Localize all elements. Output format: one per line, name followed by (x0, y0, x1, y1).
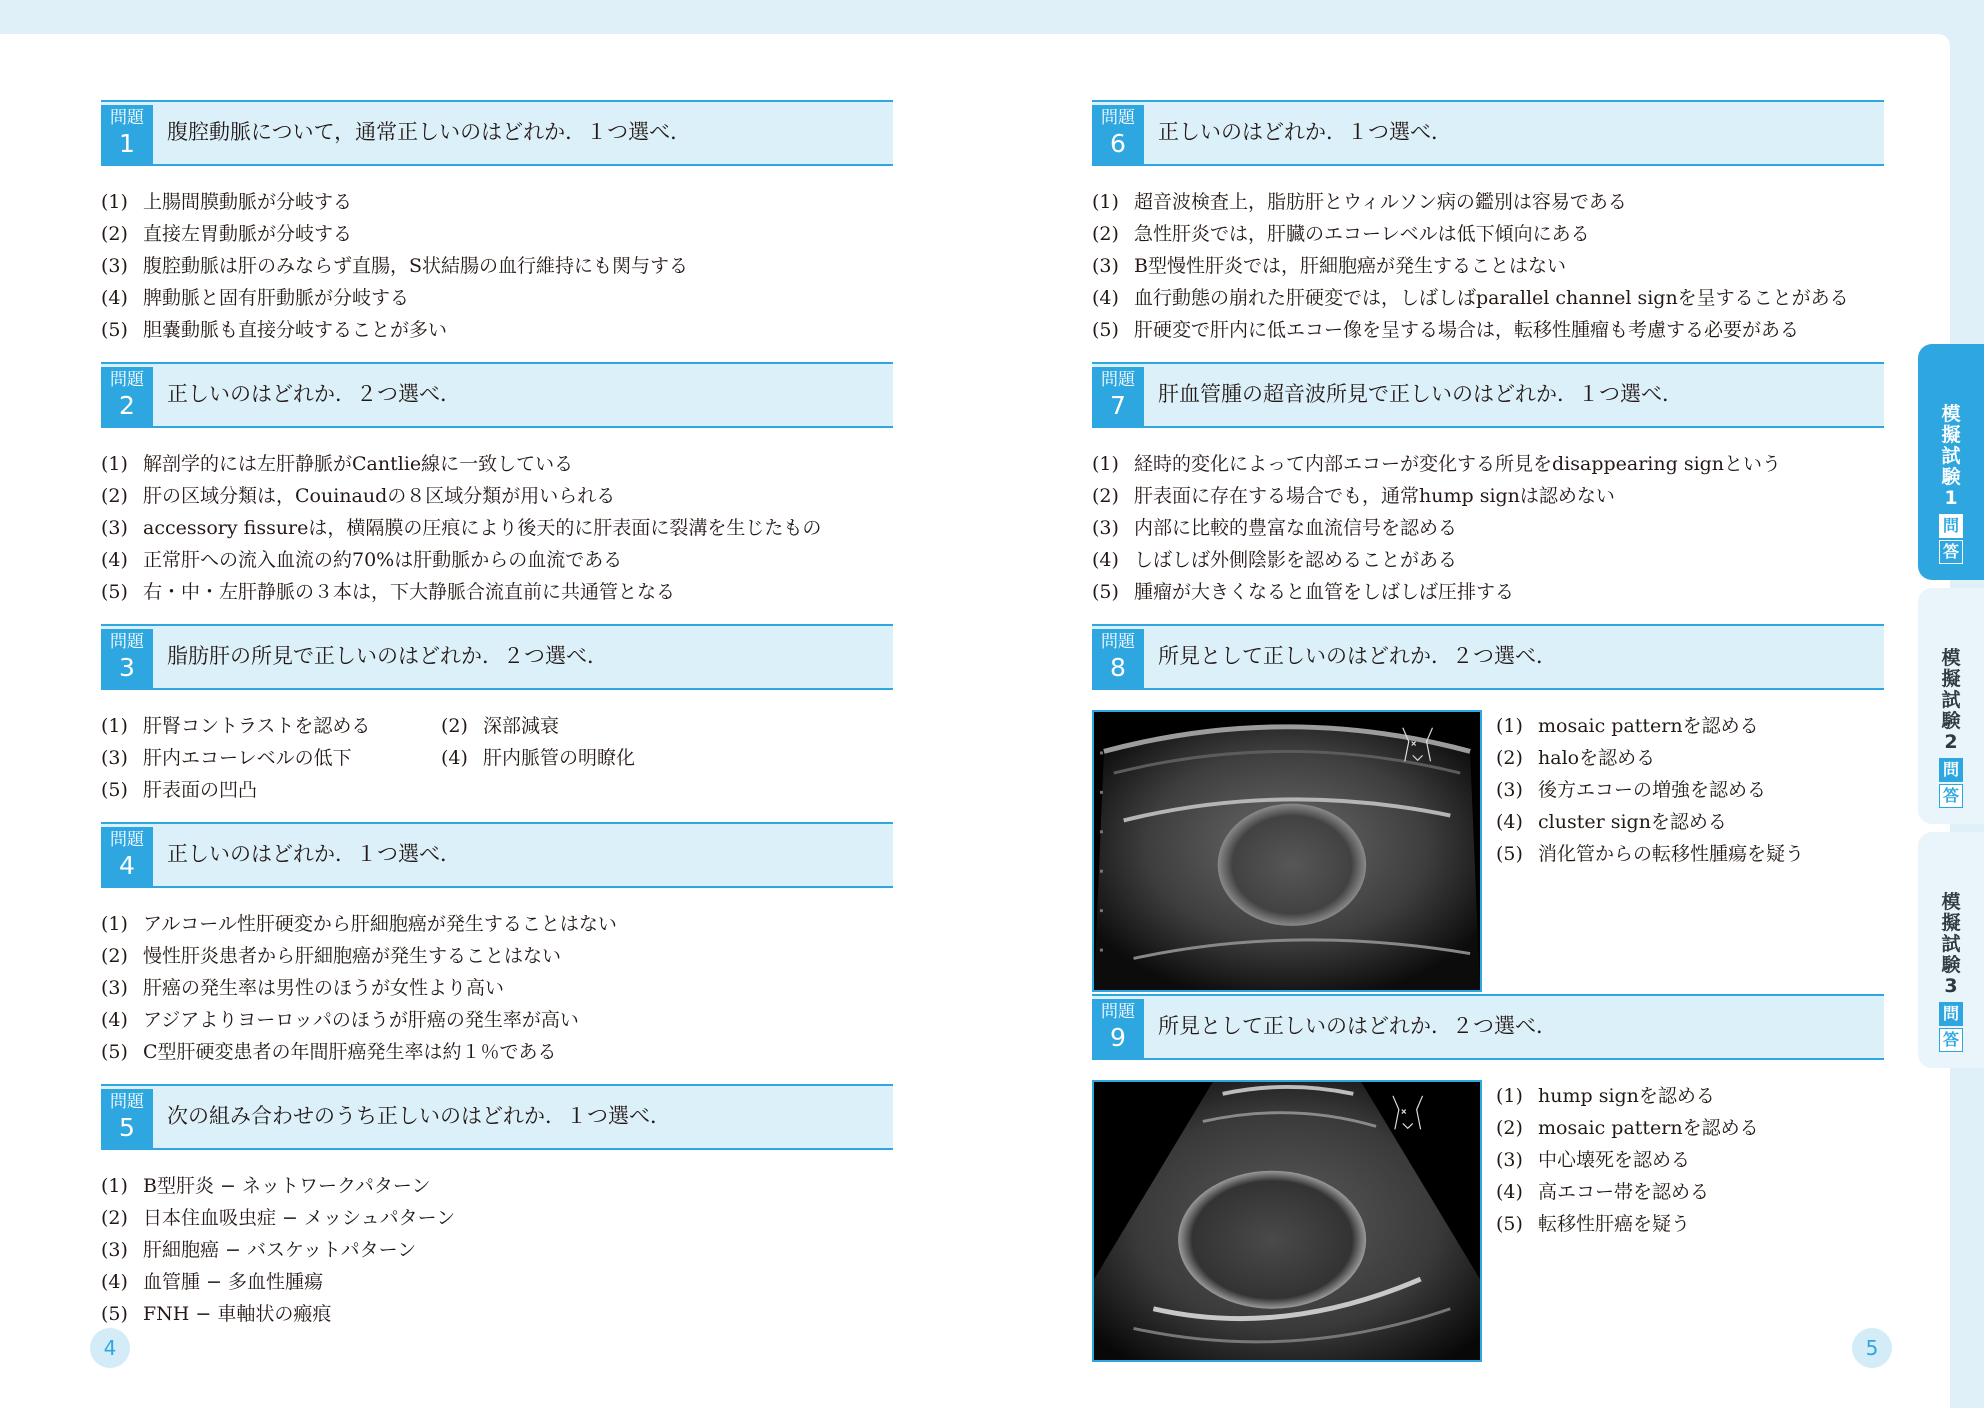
question-badge (101, 629, 153, 688)
option-list (101, 428, 893, 624)
option: (3) B型慢性肝炎では，肝細胞癌が発生することはない (1092, 255, 1566, 277)
option: (5) C型肝硬変患者の年間肝癌発生率は約１％である (101, 1041, 557, 1063)
option: (1) 経時的変化によって内部エコーが変化する所見をdisappearing signという (1092, 453, 1782, 475)
option: (4) しばしば外側陰影を認めることがある (1092, 549, 1458, 571)
question-6 (1092, 100, 1884, 362)
ultrasound-scan-graphic (1094, 712, 1480, 990)
option: (4) 血管腫 − 多血性腫瘍 (101, 1271, 323, 1293)
question-text: 脂肪肝の所見で正しいのはどれか．２つ選べ． (167, 644, 608, 668)
question-badge (101, 1089, 153, 1148)
page-number-left: 4 (90, 1328, 130, 1368)
question-header (101, 100, 893, 166)
option: (2) mosaic patternを認める (1496, 1117, 1759, 1139)
question-header (1092, 624, 1884, 690)
question-badge (1092, 629, 1144, 688)
option: (4) 正常肝への流入血流の約70%は肝動脈からの血流である (101, 549, 623, 571)
question-badge (1092, 367, 1144, 426)
option: (1) アルコール性肝硬変から肝細胞癌が発生することはない (101, 913, 617, 935)
question-9 (1092, 994, 1884, 1360)
question-text: 正しいのはどれか．２つ選べ． (167, 382, 461, 406)
side-tab-title: 模 擬 試 験 3 (1941, 891, 1961, 997)
badge-label: 問題 (1101, 1002, 1135, 1022)
option: (1) 肝腎コントラストを認める (101, 715, 371, 737)
option: (1) 解剖学的には左肝静脈がCantlie線に一致している (101, 453, 574, 475)
badge-label: 問題 (110, 370, 144, 390)
option: (1) hump signを認める (1496, 1085, 1715, 1107)
option: (5) 腫瘤が大きくなると血管をしばしば圧排する (1092, 581, 1515, 603)
question-badge (1092, 105, 1144, 164)
page-number-right: 5 (1852, 1328, 1892, 1368)
option-list (101, 1150, 893, 1346)
option-list (1496, 1060, 1759, 1256)
side-tab-question-box[interactable]: 問 (1939, 1002, 1963, 1026)
question-badge (1092, 999, 1144, 1058)
badge-number: 7 (1110, 391, 1126, 420)
question-header (101, 624, 893, 690)
question-7 (1092, 362, 1884, 624)
question-3 (101, 624, 893, 822)
option: (2) haloを認める (1496, 747, 1656, 769)
question-5 (101, 1084, 893, 1346)
left-page (101, 100, 893, 1346)
question-text: 肝血管腫の超音波所見で正しいのはどれか．１つ選べ． (1158, 382, 1683, 406)
ultrasound-image (1092, 710, 1482, 992)
option: (3) 肝内エコーレベルの低下 (101, 747, 352, 769)
badge-label: 問題 (110, 830, 144, 850)
question-text: 次の組み合わせのうち正しいのはどれか．１つ選べ． (167, 1104, 671, 1128)
option: (3) 後方エコーの増強を認める (1496, 779, 1767, 801)
badge-label: 問題 (1101, 370, 1135, 390)
option: (5) 肝硬変で肝内に低エコー像を呈する場合は，転移性腫瘤も考慮する必要がある (1092, 319, 1800, 341)
question-header (101, 362, 893, 428)
badge-number: 2 (119, 391, 135, 420)
option: (2) 日本住血吸虫症 − メッシュパターン (101, 1207, 456, 1229)
option: (2) 直接左胃動脈が分岐する (101, 223, 353, 245)
option: (3) 肝細胞癌 − バスケットパターン (101, 1239, 417, 1261)
side-tab-exam-2[interactable] (1918, 588, 1984, 824)
option-list (1496, 690, 1804, 886)
option: (3) 肝癌の発生率は男性のほうが女性より高い (101, 977, 505, 999)
option: (4) 高エコー帯を認める (1496, 1181, 1710, 1203)
question-badge (101, 827, 153, 886)
badge-number: 4 (119, 851, 135, 880)
option-list (1092, 166, 1884, 362)
option: (2) 肝表面に存在する場合でも，通常hump signは認めない (1092, 485, 1615, 507)
option: (1) 上腸間膜動脈が分岐する (101, 191, 353, 213)
side-tab-exam-1[interactable] (1918, 344, 1984, 580)
option: (5) 右・中・左肝静脈の３本は，下大静脈合流直前に共通管となる (101, 581, 676, 603)
ultrasound-scan-graphic (1094, 1082, 1480, 1360)
option: (5) 消化管からの転移性腫瘍を疑う (1496, 843, 1805, 865)
option: (1) B型肝炎 − ネットワークパターン (101, 1175, 431, 1197)
question-header (1092, 362, 1884, 428)
side-tab-answer-box[interactable]: 答 (1939, 540, 1963, 564)
question-2 (101, 362, 893, 624)
option: (2) 深部減衰 (441, 715, 560, 737)
badge-number: 3 (119, 653, 135, 682)
question-text: 腹腔動脈について，通常正しいのはどれか．１つ選べ． (167, 120, 692, 144)
option: (2) 急性肝炎では，肝臓のエコーレベルは低下傾向にある (1092, 223, 1590, 245)
option: (1) 超音波検査上，脂肪肝とウィルソン病の鑑別は容易である (1092, 191, 1627, 213)
option: (5) 肝表面の凹凸 (101, 779, 258, 801)
option: (2) 慢性肝炎患者から肝細胞癌が発生することはない (101, 945, 562, 967)
option: (3) 内部に比較的豊富な血流信号を認める (1092, 517, 1458, 539)
question-1 (101, 100, 893, 362)
question-text: 所見として正しいのはどれか．２つ選べ． (1158, 1014, 1557, 1038)
top-background-strip (0, 0, 1984, 34)
question-header (1092, 100, 1884, 166)
option: (3) accessory fissureは，横隔膜の圧痕により後天的に肝表面に裂溝を生じたもの (101, 517, 822, 539)
option: (5) 転移性肝癌を疑う (1496, 1213, 1691, 1235)
option: (3) 腹腔動脈は肝のみならず直腸，S状結腸の血行維持にも関与する (101, 255, 689, 277)
badge-number: 6 (1110, 129, 1126, 158)
question-text: 正しいのはどれか．１つ選べ． (167, 842, 461, 866)
badge-label: 問題 (110, 108, 144, 128)
option: (4) 脾動脈と固有肝動脈が分岐する (101, 287, 410, 309)
ultrasound-image (1092, 1080, 1482, 1362)
badge-number: 9 (1110, 1023, 1126, 1052)
question-header (101, 1084, 893, 1150)
option: (2) 肝の区域分類は，Couinaudの８区域分類が用いられる (101, 485, 616, 507)
option: (5) 胆嚢動脈も直接分岐することが多い (101, 319, 448, 341)
option: (4) 血行動態の崩れた肝硬変では，しばしばparallel channel signを呈することがある (1092, 287, 1849, 309)
side-tab-title: 模 擬 試 験 1 (1941, 403, 1961, 509)
question-text: 正しいのはどれか．１つ選べ． (1158, 120, 1452, 144)
option: (4) アジアよりヨーロッパのほうが肝癌の発生率が高い (101, 1009, 579, 1031)
question-header (1092, 994, 1884, 1060)
option: (4) 肝内脈管の明瞭化 (441, 747, 636, 769)
badge-number: 1 (119, 129, 135, 158)
badge-label: 問題 (1101, 108, 1135, 128)
side-tab-title: 模 擬 試 験 2 (1941, 647, 1961, 753)
option-list (1092, 428, 1884, 624)
question-badge (101, 367, 153, 426)
side-tab-exam-3[interactable] (1918, 832, 1984, 1068)
option: (3) 中心壊死を認める (1496, 1149, 1691, 1171)
question-header (101, 822, 893, 888)
option-list (101, 166, 893, 362)
option: (4) cluster signを認める (1496, 811, 1727, 833)
side-tab-question-box[interactable]: 問 (1939, 758, 1963, 782)
badge-number: 8 (1110, 653, 1126, 682)
question-4 (101, 822, 893, 1084)
figure-row (1092, 690, 1884, 994)
question-badge (101, 105, 153, 164)
option-list (101, 690, 893, 822)
badge-label: 問題 (110, 1092, 144, 1112)
right-page (1092, 100, 1884, 1360)
badge-number: 5 (119, 1113, 135, 1142)
side-tab-answer-box[interactable]: 答 (1939, 1028, 1963, 1052)
side-tab-question-box[interactable]: 問 (1939, 514, 1963, 538)
option: (1) mosaic patternを認める (1496, 715, 1759, 737)
option-list (101, 888, 893, 1084)
figure-row (1092, 1060, 1884, 1360)
question-text: 所見として正しいのはどれか．２つ選べ． (1158, 644, 1557, 668)
question-8 (1092, 624, 1884, 994)
badge-label: 問題 (1101, 632, 1135, 652)
badge-label: 問題 (110, 632, 144, 652)
option: (5) FNH − 車軸状の瘢痕 (101, 1303, 332, 1325)
side-tab-answer-box[interactable]: 答 (1939, 784, 1963, 808)
